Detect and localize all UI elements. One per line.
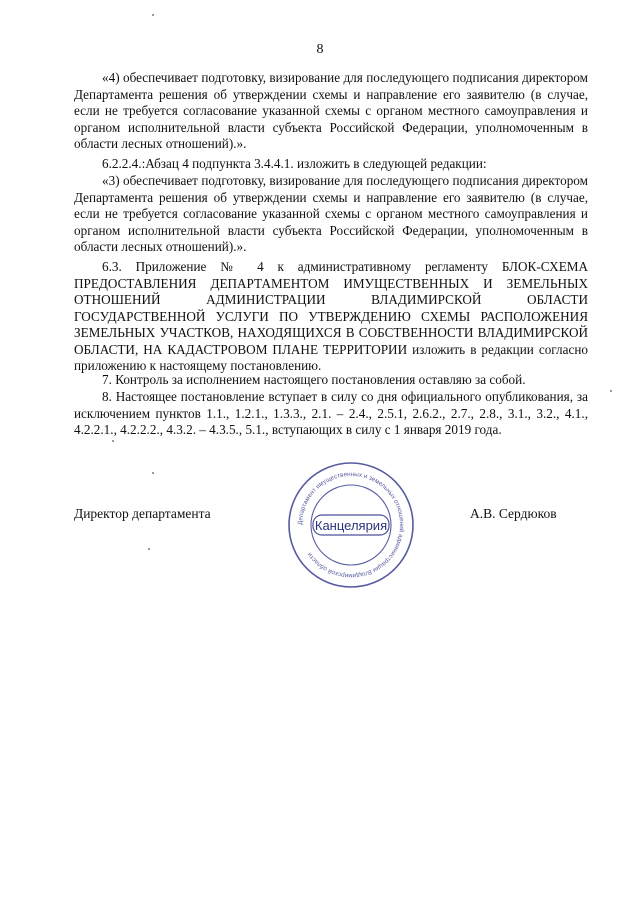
scan-speck [152,472,154,474]
scan-speck [148,548,150,550]
scan-speck [610,390,612,392]
office-stamp [286,460,416,590]
stamp-ring-textpath: Департамент имущественных и земельных отношений администрации Владимирской области [296,470,406,580]
scan-speck [152,14,154,16]
stamp-center-text: Канцелярия [314,518,388,533]
paragraph-text: 6.3. Приложение № 4 к административному регламенту БЛОК-СХЕМА ПРЕДОСТАВЛЕНИЯ ДЕПАРТАМЕНТОМ ИМУЩЕСТВЕННЫХ И ЗЕМЕЛЬНЫХ ОТНОШЕНИЙ АДМИНИСТРАЦИИ ВЛАДИМИРСКОЙ ОБЛАСТИ ГОСУДАРСТВЕННОЙ УСЛУГИ ПО УТВЕРЖДЕНИЮ СХЕМЫ РАСПОЛОЖЕНИЯ ЗЕМЕЛЬНЫХ УЧАСТКОВ, НАХОДЯЩИХСЯ В СОБСТВЕННОСТИ ВЛАДИМИРСКОЙ ОБЛАСТИ, НА КАДАСТРОВОМ ПЛАНЕ ТЕРРИТОРИИ изложить в редакции согласно приложению к настоящему постановлению. [74,259,588,373]
paragraph-text: 6.2.2.4.:Абзац 4 подпункта 3.4.4.1. изложить в следующей редакции: [102,156,487,171]
signature-title: Директор департамента [74,506,211,521]
paragraph-quote-4 [74,70,588,153]
paragraph-text: «4) обеспечивает подготовку, визирование для последующего подписания директором Департамента решения об утверждении схемы и направление его заявителю (в случае, если не требуется согласование указанной схемы с органом местного самоуправления и органом исполнительной власти субъекта Российской Федерации, уполномоченным в области лесных отношений).». [74,70,588,151]
paragraph-6-3 [74,259,588,375]
page-number: 8 [316,42,324,57]
paragraph-text: 8. Настоящее постановление вступает в силу со дня официального опубликования, за исключением пунктов 1.1., 1.2.1., 1.3.3., 2.1. – 2.4., 2.5.1, 2.6.2., 2.7., 2.8., 3.1., 3.2., 4.1., 4.2.2.1., 4.2.2.2., 4.3.2. – 4.3.5., 5.1., вступающих в силу с 1 января 2019 года. [74,389,588,437]
signature-name: А.В. Сердюков [470,506,557,521]
paragraph-7 [74,372,588,389]
paragraph-text: 7. Контроль за исполнением настоящего постановления оставляю за собой. [102,372,526,387]
paragraph-text: «3) обеспечивает подготовку, визирование для последующего подписания директором Департамента решения об утверждении схемы и направление его заявителю (в случае, если не требуется согласование указанной схемы с органом местного самоуправления и органом исполнительной власти субъекта Российской Федерации, уполномоченным в области лесных отношений).». [74,173,588,254]
paragraph-quote-3 [74,173,588,256]
paragraph-8 [74,389,588,439]
paragraph-6-2-2-4 [74,156,588,173]
scan-speck [112,440,114,442]
